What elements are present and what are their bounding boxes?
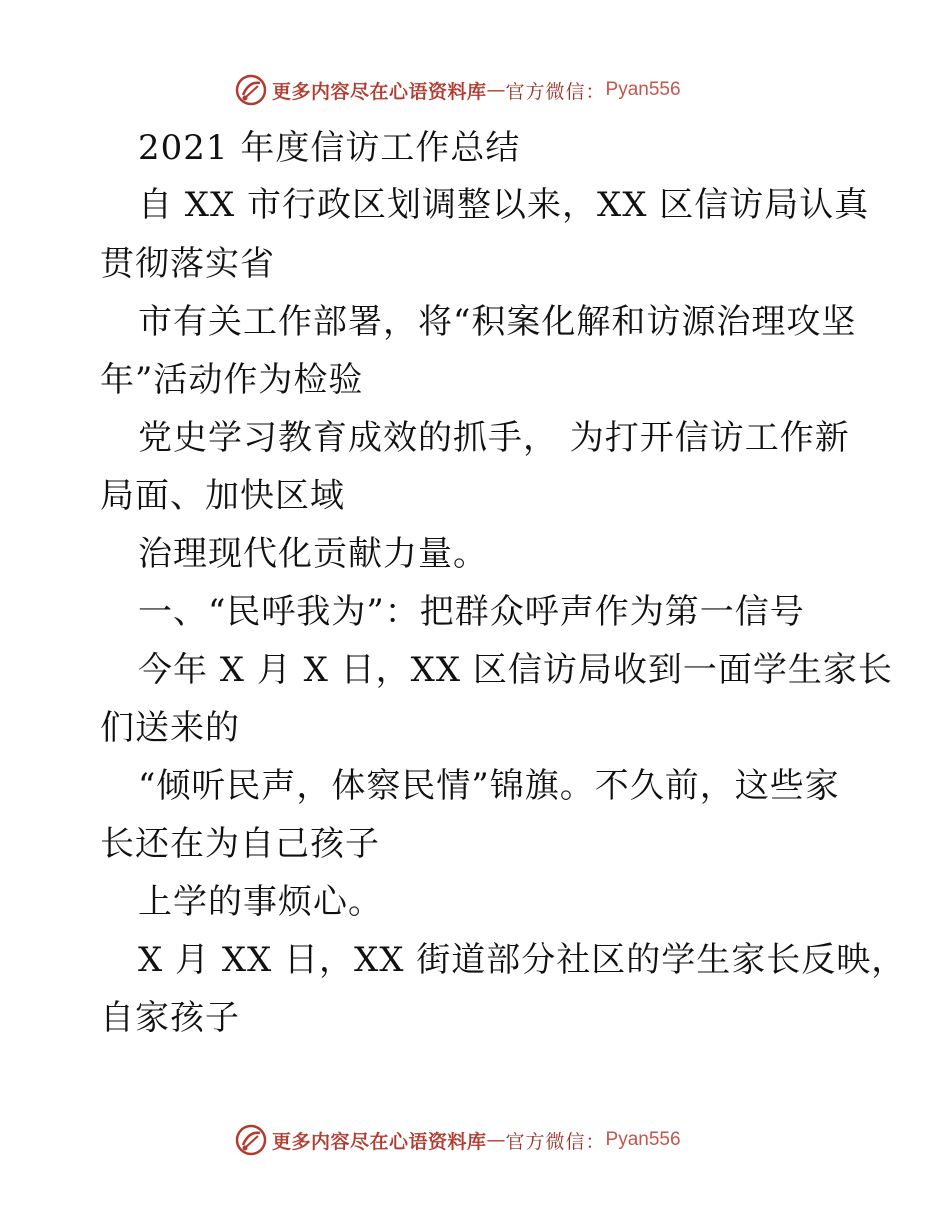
watermark-dash: — xyxy=(486,1129,506,1151)
watermark-banner-bottom xyxy=(234,1120,681,1160)
watermark-wechat-label: 官方微信： xyxy=(505,1130,606,1153)
watermark-dash: — xyxy=(486,79,506,101)
paragraph-line: 长还在为自己孩子 xyxy=(100,824,380,864)
paragraph-line: “倾听民声，体察民情”锦旗。不久前，这些家 xyxy=(138,766,840,806)
document-title: 2021 年度信访工作总结 xyxy=(138,128,521,168)
section-heading: 一、“民呼我为”：把群众呼声作为第一信号 xyxy=(138,592,805,632)
watermark-wechat-id: Pyan556 xyxy=(605,79,681,100)
paragraph-line: 今年 X 月 X 日，XX 区信访局收到一面学生家长 xyxy=(138,650,893,690)
paragraph-line: 们送来的 xyxy=(100,708,240,748)
paragraph-line: 市有关工作部署，将“积案化解和访源治理攻坚 xyxy=(138,302,857,342)
paragraph-line: 局面、加快区域 xyxy=(100,476,345,516)
watermark-text: 更多内容尽在心语资料库 xyxy=(272,1130,487,1153)
brand-logo-icon xyxy=(234,1123,268,1157)
paragraph-line: X 月 XX 日，XX 街道部分社区的学生家长反映， xyxy=(138,940,907,980)
watermark-wechat-label: 官方微信： xyxy=(505,80,606,103)
paragraph-line: 年”活动作为检验 xyxy=(100,360,364,400)
paragraph-line: 自家孩子 xyxy=(100,998,240,1038)
paragraph-line: 贯彻落实省 xyxy=(100,244,275,284)
paragraph-line: 党史学习教育成效的抓手， 为打开信访工作新 xyxy=(138,418,850,458)
paragraph-line: 治理现代化贡献力量。 xyxy=(138,534,488,574)
paragraph-line: 上学的事烦心。 xyxy=(138,882,383,922)
paragraph-line: 自 XX 市行政区划调整以来，XX 区信访局认真 xyxy=(138,185,870,225)
watermark-text: 更多内容尽在心语资料库 xyxy=(272,80,487,103)
watermark-wechat-id: Pyan556 xyxy=(605,1129,681,1150)
